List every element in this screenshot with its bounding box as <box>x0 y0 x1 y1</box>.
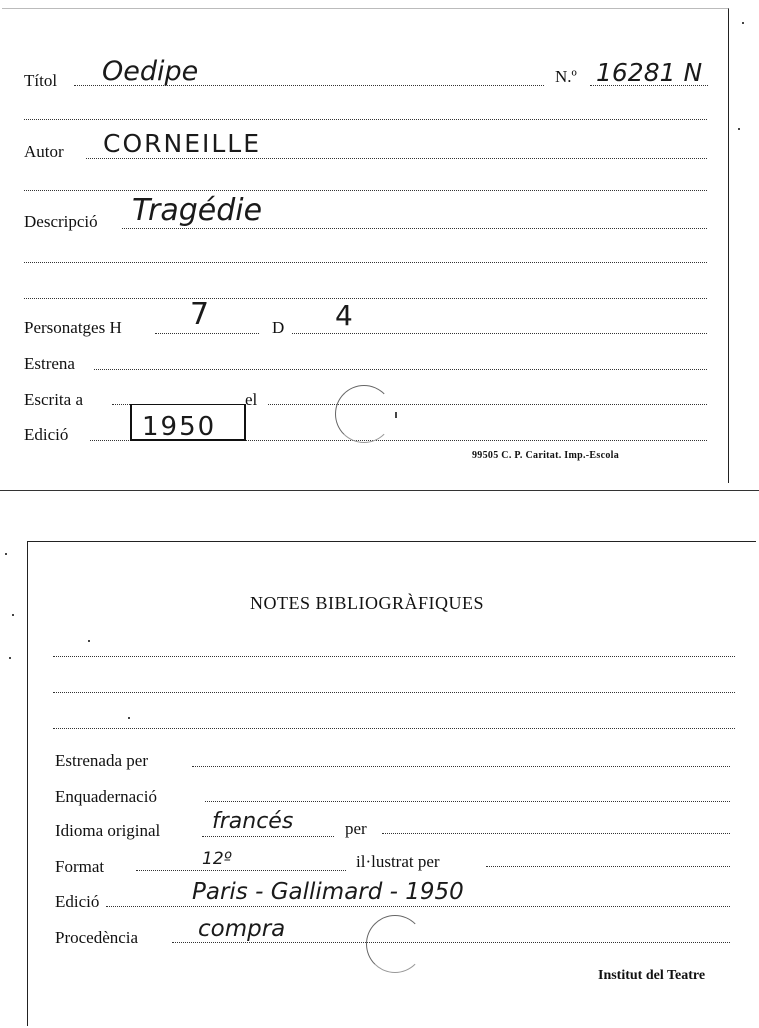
estrenada-label: Estrenada per <box>55 751 148 770</box>
titol-value: Oedipe <box>102 56 199 87</box>
stamp-circle <box>335 385 393 443</box>
card-separator <box>0 490 759 491</box>
edicio-back-value: Paris - Gallimard - 1950 <box>192 879 464 905</box>
idioma-line <box>202 836 334 837</box>
printer-imprint: 99505 C. P. Caritat. Imp.-Escola <box>472 450 620 461</box>
autor-label: Autor <box>24 142 64 161</box>
procedencia-value: compra <box>198 916 286 942</box>
el-line <box>268 404 707 405</box>
mark-speck <box>128 717 130 719</box>
per-line <box>382 833 730 834</box>
d-line <box>292 333 707 334</box>
per-label: per <box>345 819 367 838</box>
stamp-circle <box>366 915 424 973</box>
estrena-line <box>94 369 707 370</box>
procedencia-line <box>172 942 730 943</box>
format-line <box>136 870 346 871</box>
mark-speck <box>738 128 740 130</box>
personatges-label: Personatges H <box>24 318 122 337</box>
mark-speck <box>9 657 11 659</box>
procedencia-label: Procedència <box>55 928 139 947</box>
descripcio-label: Descripció <box>24 212 98 231</box>
num-label: N.º <box>555 67 577 86</box>
blank-line <box>24 262 707 263</box>
estrena-label: Estrena <box>24 354 75 373</box>
mark-speck <box>395 412 397 418</box>
el-label: el <box>245 390 258 409</box>
autor-value: CORNEILLE <box>103 129 262 158</box>
num-value: 16281 N <box>596 58 703 87</box>
enquadernacio-label: Enquadernació <box>55 787 157 806</box>
mark-speck <box>12 614 14 616</box>
idioma-value: francés <box>212 809 294 834</box>
estrenada-line <box>192 766 730 767</box>
edicio-back-line <box>106 906 730 907</box>
mark-speck <box>742 22 744 24</box>
enquadernacio-line <box>205 801 730 802</box>
mark-speck <box>88 640 90 642</box>
format-value: 12º <box>202 849 232 869</box>
escrita-label: Escrita a <box>24 390 83 409</box>
h-value: 7 <box>190 297 210 332</box>
titol-label: Títol <box>24 71 58 90</box>
descripcio-value: Tragédie <box>132 193 263 228</box>
blank-line <box>24 298 707 299</box>
institut-imprint: Institut del Teatre <box>598 968 706 983</box>
notes-line <box>53 656 735 657</box>
mark-speck <box>5 553 7 555</box>
notes-heading: NOTES BIBLIOGRÀFIQUES <box>250 593 485 613</box>
autor-line <box>86 158 707 159</box>
blank-line <box>24 190 707 191</box>
notes-line <box>53 692 735 693</box>
idioma-label: Idioma original <box>55 821 161 840</box>
edicio-label: Edició <box>24 425 69 444</box>
d-label: D <box>272 318 285 337</box>
edicio-back-label: Edició <box>55 892 100 911</box>
blank-line <box>24 119 707 120</box>
d-value: 4 <box>335 299 353 332</box>
notes-line <box>53 728 735 729</box>
h-line <box>155 333 259 334</box>
illustrat-line <box>486 866 730 867</box>
descripcio-line <box>122 228 707 229</box>
illustrat-label: il·lustrat per <box>356 852 440 871</box>
format-label: Format <box>55 857 105 876</box>
edicio-value: 1950 <box>142 412 217 442</box>
